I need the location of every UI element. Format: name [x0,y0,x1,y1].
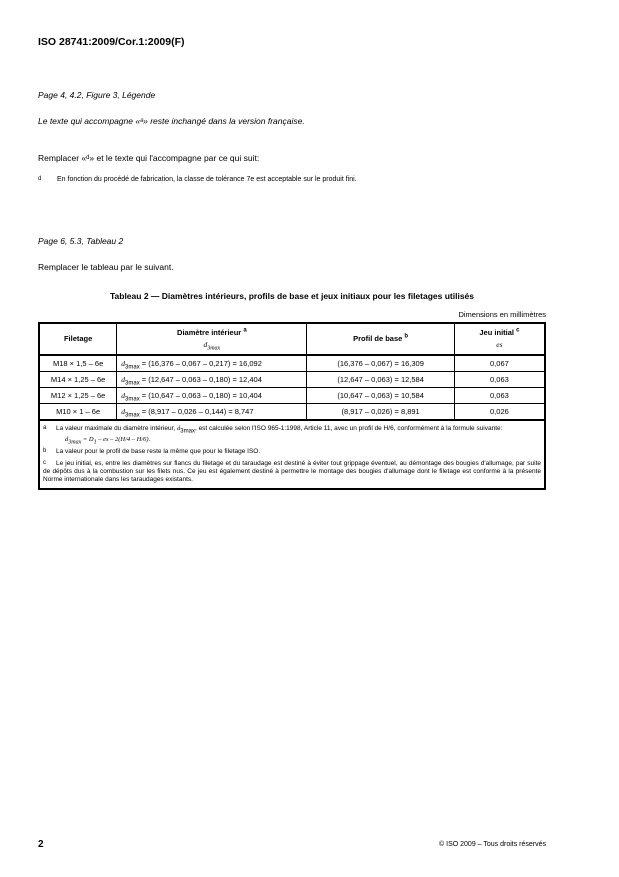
table-title: Tableau 2 — Diamètres intérieurs, profils de base et jeux initiaux pour les filetages utilisés [109,291,475,301]
footnote-a: a La valeur maximale du diamètre intérieur, d3max, est calculée selon l'ISO 965-1:1998, Article 11, avec un profil de H/6, conformément à la formule suivante: d3max = D1 – es – 2(H/4 – H/6). [43,424,541,444]
cell-base-profile: (16,376 – 0,067) = 16,309 [307,355,454,372]
page-number: 2 [38,839,44,850]
column-header-base-profile: Profil de base $^b$ [307,323,454,355]
note-label: d [38,176,42,182]
cell-inner-diameter: $d_{3max} = (8,917 - 0,026 - 0,144) = 8,747$ [117,404,307,421]
cell-inner-diameter: $d_{3max} = (10,647 - 0,063 - 0,180) = 10,404$ [117,388,307,404]
table-row [39,372,545,388]
table-header-row [39,323,545,355]
cell-thread: M14 × 1,25 – 6e [39,372,117,388]
legend-note [38,176,357,183]
footnote-c: c Le jeu initial, es, entre les diamètres sur flancs du filetage et du taraudage est destiné à éviter tout grippage éventuel, au démontage des bougies d'allumage, par suite de dépôts dus à la combustion sur les filets nus. Ce jeu est également destiné à permettre le montage des bougies d'allumage dont le filetage est conforme à la présente Norme internationale dans les taraudages existants. [43,460,541,483]
cell-base-profile: (8,917 – 0,026) = 8,891 [307,404,454,421]
table-row [39,404,545,421]
cell-clearance: 0,063 [454,372,545,388]
footnote-formula: d3max = D1 – es – 2(H/4 – H/6). [65,436,151,446]
column-header-initial-clearance: Jeu initial $^c$ es [454,323,545,355]
table-dimensions-note: Dimensions en millimètres [458,310,546,319]
data-table [38,322,546,490]
cell-clearance: 0,063 [454,388,545,404]
column-header-thread: Filetage [39,323,117,355]
column-header-inner-diameter: Diamètre intérieur $^a$ $d_{3max}$ [117,323,307,355]
note-text: En fonction du procédé de fabrication, la classe de tolérance 7e est acceptable sur le produit fini. [57,176,357,183]
paragraph: Remplacer le tableau par le suivant. [38,262,174,272]
cell-thread: M18 × 1,5 – 6e [39,355,117,372]
cell-base-profile: (12,647 – 0,063) = 12,584 [307,372,454,388]
section-reference: Page 4, 4.2, Figure 3, Légende [38,90,156,100]
cell-thread: M10 × 1 – 6e [39,404,117,421]
table-footnotes [39,420,545,489]
paragraph: Le texte qui accompagne «ᵃ» reste inchangé dans la version française. [38,116,305,126]
table-row [39,388,545,404]
paragraph: Remplacer «ᵈ» et le texte qui l'accompagne par ce qui suit: [38,153,260,163]
table-row [39,355,545,372]
cell-inner-diameter: $d_{3max} = (12,647 - 0,063 - 0,180) = 12,404$ [117,372,307,388]
cell-clearance: 0,067 [454,355,545,372]
cell-base-profile: (10,647 – 0,063) = 10,584 [307,388,454,404]
cell-clearance: 0,026 [454,404,545,421]
cell-inner-diameter: $d_{3max} = (16,376 - 0,067 - 0,217) = 16,092$ [117,355,307,372]
cell-thread: M12 × 1,25 – 6e [39,388,117,404]
table-footnotes-row [39,420,545,489]
document-id: ISO 28741:2009/Cor.1:2009(F) [38,36,185,48]
copyright-notice: © ISO 2009 – Tous droits réservés [439,841,546,848]
footnote-b: b La valeur pour le profil de base reste la même que pour le filetage ISO. [43,448,261,455]
section-reference: Page 6, 5.3, Tableau 2 [38,236,124,246]
